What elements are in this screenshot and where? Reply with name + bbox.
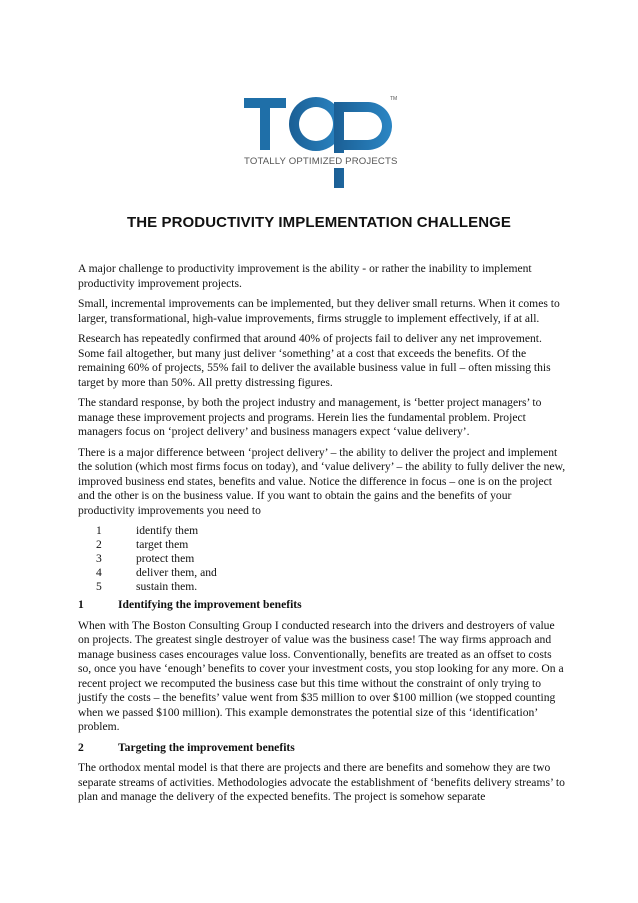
document-body (78, 262, 566, 811)
list-item-number: 5 (96, 580, 102, 593)
top-logo-icon (240, 94, 400, 190)
steps-list (78, 524, 566, 594)
section-title: Identifying the improvement benefits (118, 598, 302, 611)
section-heading (78, 741, 566, 756)
list-item-number: 1 (96, 524, 102, 537)
top-logo (240, 94, 400, 190)
svg-text:TM: TM (390, 96, 398, 102)
list-item-number: 2 (96, 538, 102, 551)
paragraph: The orthodox mental model is that there are projects and there are benefits and somehow they are two separate streams of activities. Methodologies advocate the establishment of ‘benefits delivery streams’ to plan and manage the delivery of the expected benefits. The project is somehow separate (78, 761, 565, 803)
section-heading (78, 598, 566, 613)
list-item (78, 538, 566, 552)
list-item (78, 566, 566, 580)
paragraph: Small, incremental improvements can be implemented, but they deliver small returns. When it comes to larger, transformational, high-value improvements, firms struggle to implement effectively, if at all. (78, 297, 560, 325)
svg-text:TOTALLY OPTIMIZED PROJECTS: TOTALLY OPTIMIZED PROJECTS (244, 156, 398, 167)
paragraph: The standard response, by both the project industry and management, is ‘better project managers’ to manage these improvement projects and programs. Herein lies the fundamental problem. Project managers focus on ‘project delivery’ and business managers expect ‘value delivery’. (78, 396, 542, 438)
list-item (78, 580, 566, 594)
list-item-number: 3 (96, 552, 102, 565)
paragraph: There is a major difference between ‘project delivery’ – the ability to deliver the project and implement the solution (which most firms focus on today), and ‘value delivery’ – the ability to fully deliver the new, improved business end states, benefits and value. Notice the difference in focus – one is on the project and the other is on the business value. If you want to obtain the gains and the benefits of your productivity improvements you need to (78, 445, 566, 517)
section-number: 1 (78, 598, 84, 611)
list-item (78, 524, 566, 538)
list-item-text: identify them (136, 524, 199, 537)
list-item-text: sustain them. (136, 580, 198, 593)
list-item (78, 552, 566, 566)
page-title: THE PRODUCTIVITY IMPLEMENTATION CHALLENGE (126, 214, 512, 231)
section-title: Targeting the improvement benefits (118, 740, 295, 754)
list-item-number: 4 (96, 566, 102, 579)
paragraph: A major challenge to productivity improvement is the ability - or rather the inability to implement productivity improvement projects. (78, 262, 532, 290)
paragraph: When with The Boston Consulting Group I conducted research into the drivers and destroyers of value on projects. The greatest single destroyer of value was the business case! The way firms approach and manage business cases encourages value loss. Conventionally, benefits are treated as an offset to costs so, once you have ‘enough’ benefits to cover your investment costs, you stop looking for any more. On a recent project we recomputed the business case but this time without the constraint of only trying to justify the costs – the benefits’ value went from $35 million to over $100 million (we stopped counting when we passed $100 million). This example demonstrates the potential size of this ‘identification’ problem. (78, 618, 564, 733)
paragraph: Research has repeatedly confirmed that around 40% of projects fail to deliver any net improvement. Some fail altogether, but many just deliver ‘something’ at a cost that exceeds the benefits. Of the remaining 60% of projects, 55% fail to deliver the available business value in full – often missing this target by more than 50%. All pretty distressing figures. (78, 332, 551, 389)
list-item-text: target them (136, 538, 189, 551)
section-number: 2 (78, 740, 84, 754)
list-item-text: deliver them, and (136, 566, 217, 579)
list-item-text: protect them (136, 552, 195, 565)
